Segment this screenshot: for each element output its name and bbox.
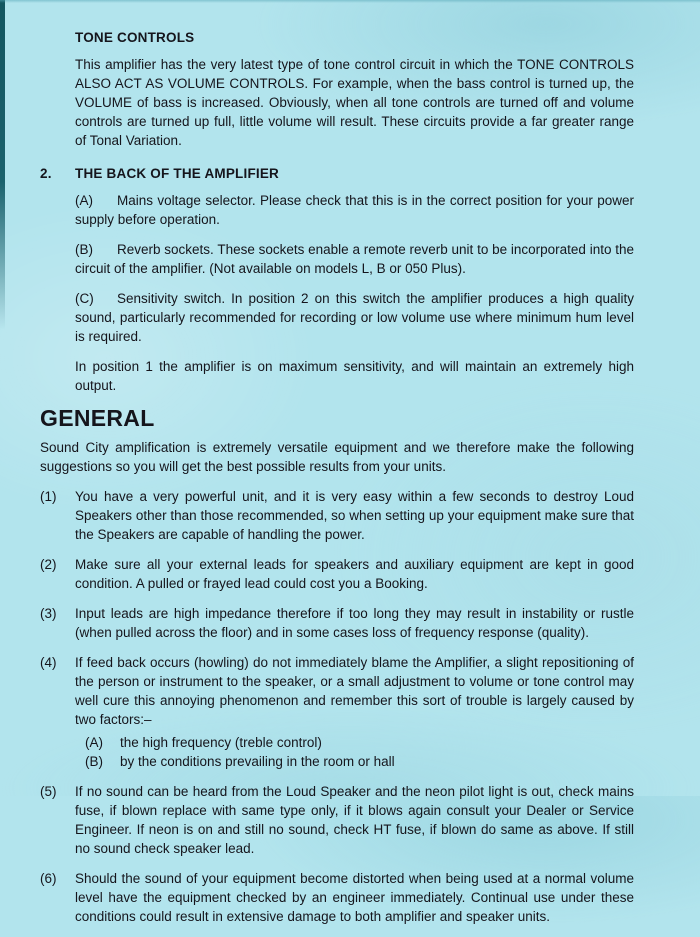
general-item-6-number: (6) <box>40 871 57 886</box>
subitem-b-label: (B) <box>85 754 103 769</box>
subitem-a-text: the high frequency (treble control) <box>120 735 322 750</box>
section-general <box>40 405 634 926</box>
general-item-1 <box>40 487 634 544</box>
general-item-4-subitem-b <box>85 752 634 771</box>
general-item-5-text: If no sound can be heard from the Loud Speaker and the neon pilot light is out, check mains fuse, if blown replace with same type only, if it blows again consult your Dealer or Service Engineer. If neon is on and still no sound, check HT fuse, if blown do same as above. If still no sound check speaker lead. <box>75 784 634 856</box>
subitem-b-text: by the conditions prevailing in the room or hall <box>120 754 395 769</box>
subitem-a-label: (A) <box>85 735 103 750</box>
back-item-c-label: (C) <box>75 291 94 306</box>
back-closing-paragraph: In position 1 the amplifier is on maximum sensitivity, and will maintain an extremely high output. <box>75 359 634 393</box>
general-item-2 <box>40 555 634 593</box>
back-item-c <box>75 289 634 346</box>
tone-controls-heading: TONE CONTROLS <box>75 30 195 45</box>
general-item-4 <box>40 653 634 771</box>
back-heading-row <box>40 164 634 183</box>
back-item-a <box>75 191 634 229</box>
back-item-a-text: Mains voltage selector. Please check that this is in the correct position for your power supply before operation. <box>75 193 634 227</box>
back-section-heading: THE BACK OF THE AMPLIFIER <box>75 166 279 181</box>
general-item-4-number: (4) <box>40 655 57 670</box>
general-item-2-text: Make sure all your external leads for speakers and auxiliary equipment are kept in good condition. A pulled or frayed lead could cost you a Booking. <box>75 557 634 591</box>
general-item-1-number: (1) <box>40 489 57 504</box>
general-item-5 <box>40 782 634 858</box>
back-item-b-label: (B) <box>75 242 93 257</box>
back-item-b-text: Reverb sockets. These sockets enable a remote reverb unit to be incorporated into the circuit of the amplifier. (Not available on models L, B or 050 Plus). <box>75 242 634 276</box>
general-item-4-subitem-a <box>85 733 634 752</box>
general-item-3-text: Input leads are high impedance therefore if too long they may result in instability or rustle (when pulled across the floor) and in some cases loss of frequency response (quality). <box>75 606 634 640</box>
general-intro: Sound City amplification is extremely versatile equipment and we therefore make the following suggestions so you will get the best possible results from your units. <box>40 440 634 474</box>
general-item-6-text: Should the sound of your equipment become distorted when being used at a normal volume level have the equipment checked by an engineer immediately. Continual use under these conditions could result in extensive damage to both amplifier and speaker units. <box>75 871 634 924</box>
general-item-4-sublist <box>85 733 634 771</box>
general-item-1-text: You have a very powerful unit, and it is very easy within a few seconds to destroy Loud Speakers other than those recommended, so when setting up your equipment make sure that the Speakers are capable of handling the power. <box>75 489 634 542</box>
page-top-edge <box>0 0 700 3</box>
manual-content <box>40 20 634 937</box>
back-section-number: 2. <box>40 166 52 181</box>
general-item-2-number: (2) <box>40 557 57 572</box>
back-item-b <box>75 240 634 278</box>
general-item-4-text: If feed back occurs (howling) do not immediately blame the Amplifier, a slight repositioning of the person or instrument to the speaker, or a small adjustment to volume or tone control may well cure this annoying phenomenon and remember this sort of trouble is largely caused by two factors:– <box>75 655 634 727</box>
back-item-a-label: (A) <box>75 193 93 208</box>
general-item-3 <box>40 604 634 642</box>
section-tone-controls <box>75 28 634 150</box>
general-item-5-number: (5) <box>40 784 57 799</box>
general-heading: GENERAL <box>40 405 155 431</box>
page-spine-shadow <box>0 0 5 330</box>
general-item-4-body <box>75 653 634 771</box>
general-item-6 <box>40 869 634 926</box>
tone-controls-paragraph: This amplifier has the very latest type of tone control circuit in which the TONE CONTROLS ALSO ACT AS VOLUME CONTROLS. For example, when the bass control is turned up, the VOLUME of bass is increased. Obviously, when all tone controls are turned off and volume controls are turned up full, little volume will result. These circuits provide a far greater range of Tonal Variation. <box>75 57 634 148</box>
back-item-c-text: Sensitivity switch. In position 2 on this switch the amplifier produces a high quality sound, particularly recommended for recording or low volume use where minimum hum level is required. <box>75 291 634 344</box>
general-item-3-number: (3) <box>40 606 57 621</box>
section-back-of-amplifier <box>40 164 634 395</box>
back-section-body <box>75 191 634 395</box>
